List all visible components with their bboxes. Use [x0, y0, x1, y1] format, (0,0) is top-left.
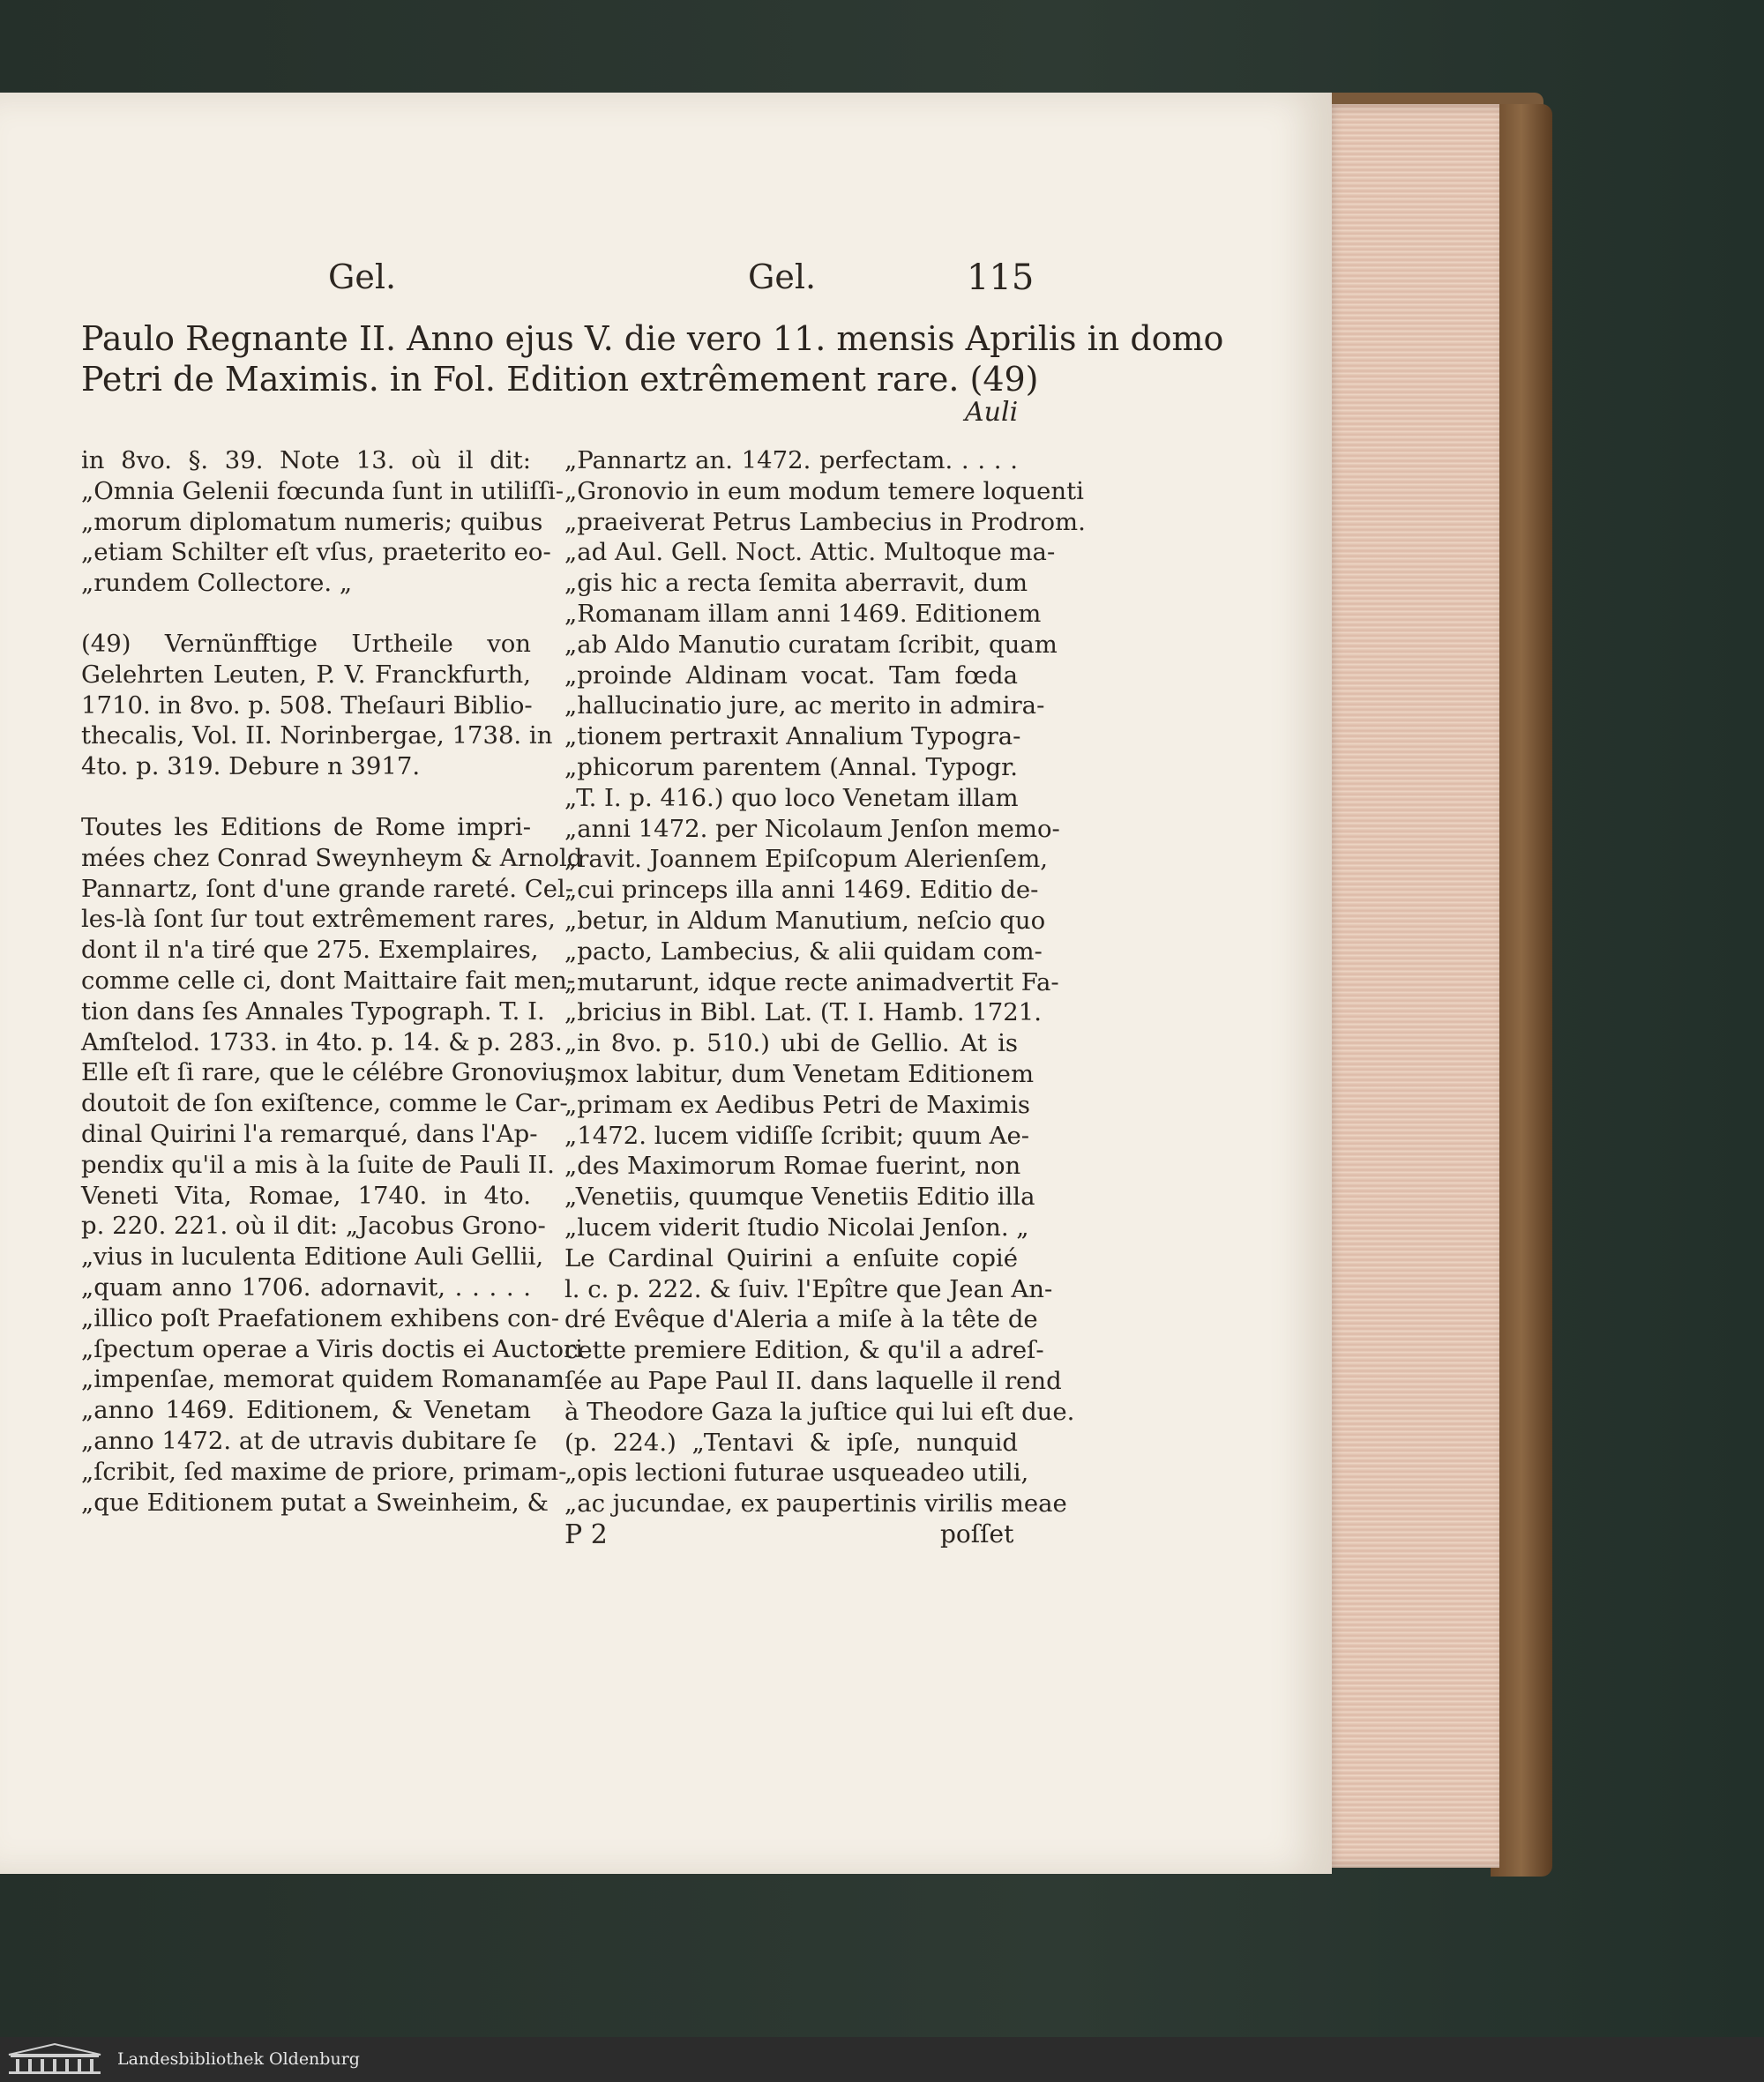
- left-column-line: mées chez Conrad Sweynheym & Arnold: [81, 843, 583, 872]
- left-column-line: Veneti Vita, Romae, 1740. in 4to.: [81, 1181, 531, 1210]
- left-column-line: „quam anno 1706. adornavit, . . . . .: [81, 1272, 531, 1302]
- left-column-line: (49) Vernünfftige Urtheile von: [81, 629, 531, 658]
- right-column-line: „mox labitur, dum Venetam Editionem: [564, 1059, 1035, 1088]
- left-column-line: „etiam Schilter eſt vſus, praeterito eo-: [81, 538, 551, 567]
- left-column-line: Elle eſt ſi rare, que le célébre Gronovius: [81, 1058, 577, 1087]
- left-column-line: „vius in luculenta Editione Auli Gellii,: [81, 1242, 544, 1272]
- right-column-line: Le Cardinal Quirini a enſuite copié: [564, 1243, 1018, 1272]
- left-column-line: „anno 1469. Editionem, & Venetam: [81, 1396, 531, 1425]
- running-head-center: Gel.: [748, 257, 817, 296]
- right-column-line: „Romanam illam anni 1469. Editionem: [564, 599, 1042, 628]
- right-column-line: l. c. p. 222. & ſuiv. l'Epître que Jean An-: [564, 1274, 1053, 1303]
- right-column-line: „cui princeps illa anni 1469. Editio de-: [564, 876, 1039, 905]
- right-column-line: „ad Aul. Gell. Noct. Attic. Multoque ma-: [564, 538, 1056, 567]
- right-column-line: cette premiere Edition, & qu'il a adreſ-: [564, 1336, 1044, 1365]
- left-column: [81, 445, 583, 1518]
- left-column-line: 1710. in 8vo. p. 508. Theſauri Biblio-: [81, 690, 533, 720]
- right-column-line: „primam ex Aedibus Petri de Maximis: [564, 1090, 1031, 1119]
- right-column-line: „mutarunt, idque recte animadvertit Fa-: [564, 967, 1059, 996]
- right-column-line: „opis lectioni futurae usqueadeo utili,: [564, 1459, 1029, 1488]
- catchword-top: Auli: [965, 397, 1019, 428]
- right-column-line: „bricius in Bibl. Lat. (T. I. Hamb. 1721.: [564, 998, 1043, 1027]
- left-column-line: „impenſae, memorat quidem Romanam: [81, 1365, 565, 1394]
- right-column-line: „ravit. Joannem Epiſcopum Alerienſem,: [564, 845, 1049, 874]
- left-column-line: „que Editionem putat a Sweinheim, &: [81, 1488, 549, 1517]
- right-column: [564, 445, 1086, 1519]
- left-column-line: 4to. p. 319. Debure n 3917.: [81, 752, 421, 781]
- catchword-bottom: poſſet: [940, 1519, 1014, 1548]
- page-number: 115: [967, 257, 1035, 298]
- left-column-line: comme celle ci, dont Maittaire fait men-: [81, 966, 576, 995]
- left-column-line: „Omnia Gelenii fœcunda ſunt in utiliſſi-: [81, 476, 564, 505]
- right-column-line: „des Maximorum Romae fuerint, non: [564, 1152, 1021, 1181]
- right-column-line: ſée au Pape Paul II. dans laquelle il rend: [564, 1366, 1062, 1395]
- right-column-line: (p. 224.) „Tentavi & ipſe, nunquid: [564, 1428, 1018, 1457]
- left-column-line: Amſtelod. 1733. in 4to. p. 14. & p. 283.: [81, 1027, 563, 1056]
- right-column-line: „anni 1472. per Nicolaum Jenſon memo-: [564, 814, 1060, 843]
- right-column-line: „in 8vo. p. 510.) ubi de Gellio. At is: [564, 1029, 1018, 1058]
- left-column-line: Pannartz, ſont d'une grande rareté. Cel-: [81, 874, 574, 903]
- left-column-line: p. 220. 221. où il dit: „Jacobus Grono-: [81, 1212, 546, 1241]
- right-column-line: „proinde Aldinam vocat. Tam fœda: [564, 660, 1018, 690]
- right-column-line: „gis hic a recta ſemita aberravit, dum: [564, 569, 1028, 598]
- right-column-line: „pacto, Lambecius, & alii quidam com-: [564, 937, 1043, 966]
- right-column-line: „betur, in Aldum Manutium, neſcio quo: [564, 906, 1046, 935]
- left-column-line: dont il n'a tiré que 275. Exemplaires,: [81, 936, 539, 965]
- library-name: Landesbibliothek Oldenburg: [117, 2049, 360, 2069]
- viewer-footer-bar: [0, 2037, 1764, 2082]
- right-column-line: à Theodore Gaza la juſtice qui lui eſt due.: [564, 1397, 1075, 1426]
- left-column-line: pendix qu'il a mis à la ſuite de Pauli II.: [81, 1150, 555, 1179]
- left-column-line: „illico poſt Praefationem exhibens con-: [81, 1303, 560, 1332]
- right-column-line: „tionem pertraxit Annalium Typogra-: [564, 722, 1021, 751]
- page-block-edge: [1323, 104, 1499, 1868]
- right-column-line: „Pannartz an. 1472. perfectam. . . . .: [564, 446, 1018, 474]
- left-column-line: „morum diplomatum numeris; quibus: [81, 507, 543, 536]
- left-column-line: Gelehrten Leuten, P. V. Franckfurth,: [81, 660, 531, 689]
- left-column-line: „ſpectum operae a Viris doctis ei Auctori: [81, 1334, 583, 1363]
- left-column-line: les-là ſont ſur tout extrêmement rares,: [81, 905, 556, 934]
- lead-line-2: Petri de Maximis. in Fol. Edition extrêmement rare. (49): [81, 360, 1039, 399]
- right-column-line: „Venetiis, quumque Venetiis Editio illa: [564, 1183, 1035, 1212]
- right-column-line: „praeiverat Petrus Lambecius in Prodrom.: [564, 507, 1086, 536]
- right-column-line: „Gronovio in eum modum temere loquenti: [564, 476, 1084, 505]
- signature-mark: P 2: [564, 1519, 608, 1550]
- lead-line-1: Paulo Regnante II. Anno ejus V. die vero 11. mensis Aprilis in domo: [81, 319, 1224, 358]
- library-building-icon: [5, 2042, 104, 2076]
- left-column-line: „anno 1472. at de utravis dubitare ſe: [81, 1426, 537, 1455]
- right-column-line: „lucem viderit ſtudio Nicolai Jenſon. „: [564, 1213, 1029, 1242]
- right-column-line: „T. I. p. 416.) quo loco Venetam illam: [564, 783, 1019, 812]
- left-column-line: in 8vo. §. 39. Note 13. où il dit:: [81, 446, 531, 474]
- left-column-line: doutoit de ſon exiſtence, comme le Car-: [81, 1089, 568, 1118]
- left-column-line: tion dans ſes Annales Typograph. T. I.: [81, 996, 545, 1026]
- right-column-line: „hallucinatio jure, ac merito in admira-: [564, 691, 1045, 720]
- left-column-line: [81, 782, 531, 812]
- left-column-line: Toutes les Editions de Rome impri-: [81, 812, 531, 841]
- right-column-line: „phicorum parentem (Annal. Typogr.: [564, 752, 1018, 781]
- right-column-line: „1472. lucem vidiſſe ſcribit; quum Ae-: [564, 1121, 1030, 1150]
- left-column-line: „rundem Collectore. „: [81, 569, 353, 598]
- book-cover: [1491, 104, 1552, 1877]
- right-column-line: dré Evêque d'Aleria a miſe à la tête de: [564, 1305, 1038, 1334]
- running-head-left: Gel.: [328, 257, 397, 296]
- left-column-line: dinal Quirini l'a remarqué, dans l'Ap-: [81, 1119, 538, 1148]
- right-column-line: „ac jucundae, ex paupertinis virilis meae: [564, 1489, 1067, 1519]
- left-column-line: „ſcribit, ſed maxime de priore, primam-: [81, 1457, 567, 1486]
- left-column-line: [81, 599, 531, 629]
- right-column-line: „ab Aldo Manutio curatam ſcribit, quam: [564, 630, 1058, 659]
- left-column-line: thecalis, Vol. II. Norinbergae, 1738. in: [81, 721, 553, 750]
